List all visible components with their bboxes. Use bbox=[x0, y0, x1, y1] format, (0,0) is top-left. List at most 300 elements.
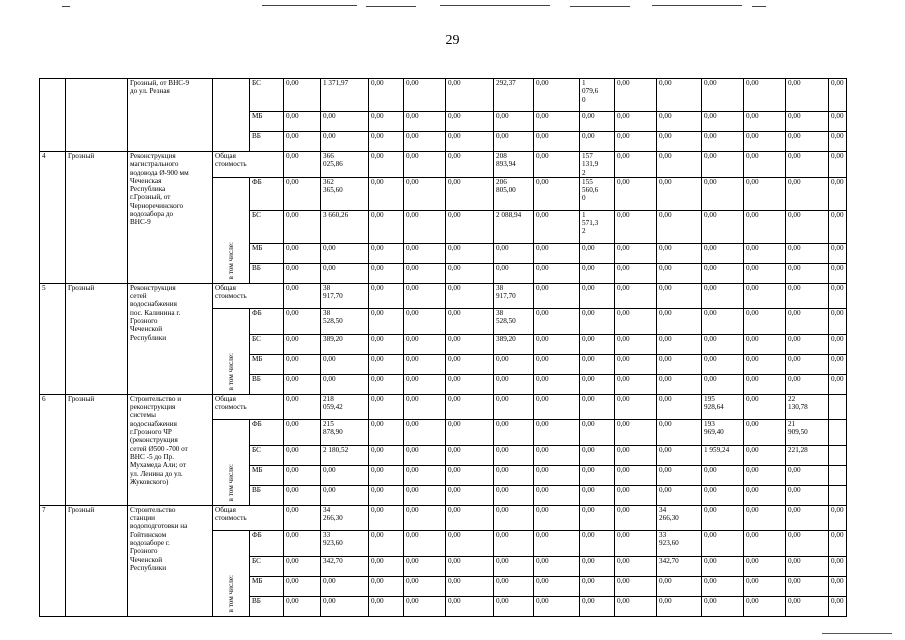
value-cell: 0,00 bbox=[534, 596, 580, 616]
value-cell: 0,00 bbox=[446, 394, 494, 419]
funding-source: БС bbox=[250, 210, 284, 243]
value-cell: 0,00 bbox=[744, 419, 786, 445]
value-cell: 0,00 bbox=[404, 112, 446, 132]
value-cell: 0,00 bbox=[404, 79, 446, 112]
table-row bbox=[40, 505, 847, 530]
value-cell: 38 917,70 bbox=[494, 283, 534, 308]
value-cell: 0,00 bbox=[321, 132, 369, 152]
total-cost-label: Общая стоимость bbox=[213, 152, 284, 178]
value-cell: 0,00 bbox=[284, 465, 321, 485]
value-cell: 0,00 bbox=[702, 112, 744, 132]
value-cell: 0,00 bbox=[657, 374, 702, 394]
value-cell: 0,00 bbox=[829, 263, 847, 283]
including-rotated-cell bbox=[213, 419, 250, 505]
value-cell: 33 923,60 bbox=[321, 530, 369, 556]
value-cell: 0,00 bbox=[657, 112, 702, 132]
including-label: в том числе: bbox=[227, 464, 235, 502]
object-description: Реконструкция сетей водоснабжения пос. Калинина г. Грозного Чеченской Республики bbox=[128, 283, 213, 394]
value-cell: 0,00 bbox=[534, 243, 580, 263]
value-cell: 366 025,86 bbox=[321, 152, 369, 178]
value-cell: 0,00 bbox=[446, 177, 494, 210]
value-cell: 0,00 bbox=[702, 263, 744, 283]
value-cell: 34 266,30 bbox=[657, 505, 702, 530]
value-cell: 0,00 bbox=[404, 334, 446, 354]
value-cell: 0,00 bbox=[284, 505, 321, 530]
value-cell: 0,00 bbox=[369, 596, 404, 616]
value-cell: 0,00 bbox=[284, 112, 321, 132]
value-cell: 0,00 bbox=[744, 243, 786, 263]
value-cell: 0,00 bbox=[494, 485, 534, 505]
value-cell: 0,00 bbox=[829, 79, 847, 112]
value-cell: 0,00 bbox=[446, 505, 494, 530]
value-cell: 0,00 bbox=[284, 354, 321, 374]
value-cell: 0,00 bbox=[321, 263, 369, 283]
value-cell: 0,00 bbox=[786, 334, 829, 354]
funding-source: ФБ bbox=[250, 308, 284, 334]
value-cell: 0,00 bbox=[369, 576, 404, 596]
value-cell: 0,00 bbox=[284, 394, 321, 419]
value-cell: 0,00 bbox=[284, 243, 321, 263]
object-description: Реконструкция магистрального водовода Ø-900 мм Чеченская Республика г.Грозный, от Черноречинского водозабора до ВНС-9 bbox=[128, 152, 213, 284]
value-cell: 0,00 bbox=[284, 132, 321, 152]
value-cell: 193 969,40 bbox=[702, 419, 744, 445]
value-cell: 0,00 bbox=[369, 374, 404, 394]
value-cell: 0,00 bbox=[657, 596, 702, 616]
value-cell: 0,00 bbox=[702, 556, 744, 576]
value-cell: 0,00 bbox=[404, 283, 446, 308]
value-cell: 0,00 bbox=[744, 354, 786, 374]
value-cell: 0,00 bbox=[744, 79, 786, 112]
including-rotated-cell bbox=[213, 79, 250, 152]
value-cell: 0,00 bbox=[702, 465, 744, 485]
value-cell: 0,00 bbox=[829, 354, 847, 374]
value-cell: 0,00 bbox=[829, 505, 847, 530]
value-cell: 0,00 bbox=[580, 485, 615, 505]
value-cell: 0,00 bbox=[657, 445, 702, 465]
value-cell: 0,00 bbox=[284, 79, 321, 112]
value-cell: 218 059,42 bbox=[321, 394, 369, 419]
value-cell: 34 266,30 bbox=[321, 505, 369, 530]
value-cell: 0,00 bbox=[829, 132, 847, 152]
funding-source: МБ bbox=[250, 112, 284, 132]
value-cell: 0,00 bbox=[744, 596, 786, 616]
empty-cell bbox=[829, 465, 847, 485]
value-cell: 0,00 bbox=[786, 354, 829, 374]
value-cell: 0,00 bbox=[615, 596, 657, 616]
value-cell: 0,00 bbox=[321, 112, 369, 132]
value-cell: 0,00 bbox=[446, 354, 494, 374]
value-cell: 0,00 bbox=[369, 283, 404, 308]
page-number: 29 bbox=[445, 33, 460, 48]
value-cell: 0,00 bbox=[744, 112, 786, 132]
value-cell: 0,00 bbox=[615, 177, 657, 210]
including-rotated-cell bbox=[213, 177, 250, 283]
scan-header-noise bbox=[0, 0, 905, 14]
value-cell: 0,00 bbox=[404, 556, 446, 576]
row-number: 5 bbox=[40, 283, 66, 394]
value-cell: 0,00 bbox=[404, 485, 446, 505]
total-cost-label: Общая стоимость bbox=[213, 283, 284, 308]
value-cell: 0,00 bbox=[829, 177, 847, 210]
funding-source: ВБ bbox=[250, 374, 284, 394]
empty-cell bbox=[829, 445, 847, 465]
value-cell: 362 365,60 bbox=[321, 177, 369, 210]
value-cell: 0,00 bbox=[786, 374, 829, 394]
value-cell: 0,00 bbox=[829, 576, 847, 596]
value-cell: 0,00 bbox=[829, 243, 847, 263]
value-cell: 0,00 bbox=[829, 530, 847, 556]
value-cell: 195 928,64 bbox=[702, 394, 744, 419]
value-cell: 0,00 bbox=[369, 334, 404, 354]
value-cell: 0,00 bbox=[284, 556, 321, 576]
value-cell: 0,00 bbox=[657, 243, 702, 263]
value-cell: 0,00 bbox=[702, 576, 744, 596]
value-cell: 0,00 bbox=[702, 79, 744, 112]
value-cell: 0,00 bbox=[786, 485, 829, 505]
value-cell: 0,00 bbox=[284, 485, 321, 505]
value-cell: 0,00 bbox=[786, 596, 829, 616]
total-cost-label: Общая стоимость bbox=[213, 505, 284, 530]
value-cell: 0,00 bbox=[615, 530, 657, 556]
value-cell: 0,00 bbox=[534, 263, 580, 283]
value-cell: 0,00 bbox=[829, 308, 847, 334]
value-cell: 0,00 bbox=[702, 152, 744, 178]
value-cell: 0,00 bbox=[615, 354, 657, 374]
value-cell: 0,00 bbox=[657, 283, 702, 308]
total-cost-label: Общая стоимость bbox=[213, 394, 284, 419]
value-cell: 0,00 bbox=[657, 263, 702, 283]
value-cell: 0,00 bbox=[534, 530, 580, 556]
value-cell: 22 130,78 bbox=[786, 394, 829, 419]
value-cell: 0,00 bbox=[657, 419, 702, 445]
value-cell: 0,00 bbox=[446, 112, 494, 132]
value-cell: 0,00 bbox=[786, 283, 829, 308]
value-cell: 0,00 bbox=[534, 394, 580, 419]
value-cell: 0,00 bbox=[580, 530, 615, 556]
table-row bbox=[40, 79, 847, 112]
value-cell: 0,00 bbox=[580, 334, 615, 354]
funding-source: ВБ bbox=[250, 596, 284, 616]
value-cell: 0,00 bbox=[404, 152, 446, 178]
value-cell: 0,00 bbox=[829, 152, 847, 178]
value-cell: 0,00 bbox=[786, 132, 829, 152]
including-rotated-cell bbox=[213, 530, 250, 616]
value-cell: 1 571,3 2 bbox=[580, 210, 615, 243]
value-cell: 0,00 bbox=[615, 334, 657, 354]
value-cell: 0,00 bbox=[446, 530, 494, 556]
value-cell: 0,00 bbox=[744, 132, 786, 152]
value-cell: 0,00 bbox=[284, 576, 321, 596]
value-cell: 0,00 bbox=[369, 308, 404, 334]
value-cell: 0,00 bbox=[284, 308, 321, 334]
city-cell: Грозный bbox=[66, 152, 128, 284]
value-cell: 0,00 bbox=[446, 263, 494, 283]
object-description: Строительство станции водоподготовки на Гойтинском водозаборе г. Грозного Чеченской Республики bbox=[128, 505, 213, 616]
value-cell: 0,00 bbox=[744, 465, 786, 485]
value-cell: 0,00 bbox=[615, 445, 657, 465]
value-cell: 0,00 bbox=[369, 263, 404, 283]
value-cell: 0,00 bbox=[404, 576, 446, 596]
city-cell bbox=[66, 79, 128, 152]
value-cell: 0,00 bbox=[404, 263, 446, 283]
value-cell: 0,00 bbox=[369, 177, 404, 210]
city-cell: Грозный bbox=[66, 505, 128, 616]
value-cell: 0,00 bbox=[702, 530, 744, 556]
object-description: Строительство и реконструкция системы водоснабжения г.Грозного ЧР (реконструкция сетей Ø500 -700 от ВНС -5 до Пр. Мухамеда Али; от ул. Ленина до ул. Жуковского) bbox=[128, 394, 213, 505]
value-cell: 157 131,9 2 bbox=[580, 152, 615, 178]
value-cell: 221,28 bbox=[786, 445, 829, 465]
value-cell: 0,00 bbox=[369, 394, 404, 419]
value-cell: 0,00 bbox=[321, 354, 369, 374]
value-cell: 0,00 bbox=[615, 374, 657, 394]
value-cell: 389,20 bbox=[494, 334, 534, 354]
value-cell: 0,00 bbox=[657, 177, 702, 210]
value-cell: 0,00 bbox=[534, 283, 580, 308]
value-cell: 0,00 bbox=[404, 445, 446, 465]
value-cell: 0,00 bbox=[786, 152, 829, 178]
value-cell: 0,00 bbox=[580, 354, 615, 374]
value-cell: 0,00 bbox=[369, 419, 404, 445]
value-cell: 0,00 bbox=[580, 576, 615, 596]
funding-source: МБ bbox=[250, 576, 284, 596]
value-cell: 206 805,00 bbox=[494, 177, 534, 210]
value-cell: 0,00 bbox=[284, 263, 321, 283]
value-cell: 0,00 bbox=[494, 445, 534, 465]
value-cell: 208 893,94 bbox=[494, 152, 534, 178]
value-cell: 0,00 bbox=[615, 243, 657, 263]
value-cell: 0,00 bbox=[284, 374, 321, 394]
value-cell: 0,00 bbox=[615, 210, 657, 243]
value-cell: 0,00 bbox=[580, 419, 615, 445]
value-cell: 0,00 bbox=[580, 374, 615, 394]
value-cell: 0,00 bbox=[284, 334, 321, 354]
value-cell: 0,00 bbox=[702, 354, 744, 374]
value-cell: 0,00 bbox=[615, 419, 657, 445]
value-cell: 0,00 bbox=[786, 505, 829, 530]
value-cell: 0,00 bbox=[744, 445, 786, 465]
value-cell: 0,00 bbox=[494, 112, 534, 132]
value-cell: 0,00 bbox=[494, 132, 534, 152]
value-cell: 0,00 bbox=[580, 132, 615, 152]
value-cell: 0,00 bbox=[369, 210, 404, 243]
value-cell: 0,00 bbox=[404, 530, 446, 556]
value-cell: 0,00 bbox=[829, 283, 847, 308]
value-cell: 3 660,26 bbox=[321, 210, 369, 243]
value-cell: 0,00 bbox=[829, 210, 847, 243]
value-cell: 0,00 bbox=[615, 485, 657, 505]
value-cell: 0,00 bbox=[744, 283, 786, 308]
value-cell: 0,00 bbox=[284, 445, 321, 465]
row-number bbox=[40, 79, 66, 152]
row-number: 7 bbox=[40, 505, 66, 616]
value-cell: 0,00 bbox=[534, 79, 580, 112]
city-cell: Грозный bbox=[66, 283, 128, 394]
value-cell: 0,00 bbox=[657, 465, 702, 485]
value-cell: 0,00 bbox=[702, 505, 744, 530]
value-cell: 292,37 bbox=[494, 79, 534, 112]
empty-cell bbox=[829, 394, 847, 419]
value-cell: 0,00 bbox=[284, 283, 321, 308]
value-cell: 0,00 bbox=[321, 465, 369, 485]
value-cell: 0,00 bbox=[494, 556, 534, 576]
value-cell: 0,00 bbox=[321, 374, 369, 394]
value-cell: 0,00 bbox=[404, 465, 446, 485]
table-row bbox=[40, 152, 847, 178]
value-cell: 389,20 bbox=[321, 334, 369, 354]
value-cell: 0,00 bbox=[369, 556, 404, 576]
value-cell: 0,00 bbox=[494, 596, 534, 616]
value-cell: 342,70 bbox=[321, 556, 369, 576]
value-cell: 0,00 bbox=[744, 334, 786, 354]
funding-source: ФБ bbox=[250, 419, 284, 445]
value-cell: 0,00 bbox=[369, 354, 404, 374]
funding-source: ВБ bbox=[250, 263, 284, 283]
value-cell: 0,00 bbox=[580, 283, 615, 308]
value-cell: 0,00 bbox=[580, 394, 615, 419]
value-cell: 0,00 bbox=[369, 485, 404, 505]
value-cell: 0,00 bbox=[744, 152, 786, 178]
value-cell: 0,00 bbox=[446, 576, 494, 596]
value-cell: 0,00 bbox=[494, 505, 534, 530]
empty-cell bbox=[829, 485, 847, 505]
value-cell: 0,00 bbox=[786, 263, 829, 283]
value-cell: 0,00 bbox=[494, 465, 534, 485]
table-row bbox=[40, 283, 847, 308]
value-cell: 0,00 bbox=[786, 556, 829, 576]
value-cell: 0,00 bbox=[657, 354, 702, 374]
value-cell: 0,00 bbox=[534, 485, 580, 505]
value-cell: 0,00 bbox=[446, 308, 494, 334]
value-cell: 0,00 bbox=[657, 152, 702, 178]
value-cell: 0,00 bbox=[657, 485, 702, 505]
value-cell: 0,00 bbox=[829, 556, 847, 576]
value-cell: 0,00 bbox=[744, 505, 786, 530]
value-cell: 0,00 bbox=[829, 112, 847, 132]
funding-source: ФБ bbox=[250, 530, 284, 556]
funding-source: БС bbox=[250, 556, 284, 576]
value-cell: 0,00 bbox=[494, 576, 534, 596]
value-cell: 0,00 bbox=[446, 485, 494, 505]
value-cell: 0,00 bbox=[446, 152, 494, 178]
value-cell: 215 878,90 bbox=[321, 419, 369, 445]
value-cell: 155 560,6 0 bbox=[580, 177, 615, 210]
value-cell: 0,00 bbox=[494, 374, 534, 394]
value-cell: 0,00 bbox=[284, 177, 321, 210]
funding-source: БС bbox=[250, 79, 284, 112]
value-cell: 0,00 bbox=[615, 308, 657, 334]
value-cell: 0,00 bbox=[534, 308, 580, 334]
value-cell: 1 371,97 bbox=[321, 79, 369, 112]
value-cell: 0,00 bbox=[284, 419, 321, 445]
row-number: 6 bbox=[40, 394, 66, 505]
value-cell: 0,00 bbox=[580, 556, 615, 576]
scan-footer-noise bbox=[822, 631, 900, 637]
value-cell: 0,00 bbox=[404, 374, 446, 394]
value-cell: 0,00 bbox=[369, 112, 404, 132]
value-cell: 0,00 bbox=[494, 394, 534, 419]
value-cell: 0,00 bbox=[744, 308, 786, 334]
value-cell: 0,00 bbox=[702, 334, 744, 354]
value-cell: 0,00 bbox=[369, 243, 404, 263]
value-cell: 0,00 bbox=[702, 308, 744, 334]
value-cell: 0,00 bbox=[494, 530, 534, 556]
value-cell: 0,00 bbox=[580, 465, 615, 485]
value-cell: 38 528,50 bbox=[494, 308, 534, 334]
funding-source: МБ bbox=[250, 243, 284, 263]
value-cell: 0,00 bbox=[369, 505, 404, 530]
value-cell: 38 528,50 bbox=[321, 308, 369, 334]
value-cell: 0,00 bbox=[580, 263, 615, 283]
value-cell: 0,00 bbox=[534, 112, 580, 132]
value-cell: 0,00 bbox=[404, 394, 446, 419]
funding-source: ВБ bbox=[250, 485, 284, 505]
value-cell: 0,00 bbox=[494, 263, 534, 283]
including-label: в том числе: bbox=[227, 242, 235, 280]
value-cell: 0,00 bbox=[702, 596, 744, 616]
value-cell: 0,00 bbox=[829, 596, 847, 616]
value-cell: 0,00 bbox=[284, 530, 321, 556]
value-cell: 0,00 bbox=[744, 576, 786, 596]
value-cell: 0,00 bbox=[494, 354, 534, 374]
value-cell: 0,00 bbox=[580, 505, 615, 530]
value-cell: 0,00 bbox=[404, 308, 446, 334]
value-cell: 38 917,70 bbox=[321, 283, 369, 308]
value-cell: 0,00 bbox=[786, 177, 829, 210]
value-cell: 0,00 bbox=[446, 132, 494, 152]
value-cell: 0,00 bbox=[446, 374, 494, 394]
row-number: 4 bbox=[40, 152, 66, 284]
value-cell: 0,00 bbox=[446, 556, 494, 576]
value-cell: 0,00 bbox=[744, 485, 786, 505]
empty-cell bbox=[829, 419, 847, 445]
value-cell: 0,00 bbox=[369, 465, 404, 485]
value-cell: 33 923,60 bbox=[657, 530, 702, 556]
table-row bbox=[40, 394, 847, 419]
funding-source: МБ bbox=[250, 465, 284, 485]
value-cell: 0,00 bbox=[369, 445, 404, 465]
value-cell: 0,00 bbox=[404, 243, 446, 263]
value-cell: 0,00 bbox=[534, 210, 580, 243]
value-cell: 0,00 bbox=[829, 374, 847, 394]
city-cell: Грозный bbox=[66, 394, 128, 505]
value-cell: 0,00 bbox=[446, 79, 494, 112]
funding-source: ВБ bbox=[250, 132, 284, 152]
value-cell: 0,00 bbox=[615, 263, 657, 283]
funding-source: БС bbox=[250, 445, 284, 465]
value-cell: 0,00 bbox=[580, 445, 615, 465]
value-cell: 0,00 bbox=[702, 374, 744, 394]
value-cell: 0,00 bbox=[657, 394, 702, 419]
value-cell: 0,00 bbox=[534, 419, 580, 445]
value-cell: 0,00 bbox=[404, 505, 446, 530]
value-cell: 0,00 bbox=[404, 177, 446, 210]
value-cell: 0,00 bbox=[615, 576, 657, 596]
value-cell: 342,70 bbox=[657, 556, 702, 576]
funding-source: БС bbox=[250, 334, 284, 354]
value-cell: 0,00 bbox=[534, 374, 580, 394]
value-cell: 0,00 bbox=[284, 596, 321, 616]
value-cell: 0,00 bbox=[404, 354, 446, 374]
value-cell: 0,00 bbox=[615, 152, 657, 178]
value-cell: 1 079,6 0 bbox=[580, 79, 615, 112]
object-description: Грозный, от ВНС-9 до ул. Резная bbox=[128, 79, 213, 152]
value-cell: 0,00 bbox=[786, 112, 829, 132]
value-cell: 0,00 bbox=[369, 79, 404, 112]
value-cell: 0,00 bbox=[744, 394, 786, 419]
value-cell: 0,00 bbox=[494, 243, 534, 263]
value-cell: 0,00 bbox=[369, 152, 404, 178]
value-cell: 0,00 bbox=[786, 576, 829, 596]
